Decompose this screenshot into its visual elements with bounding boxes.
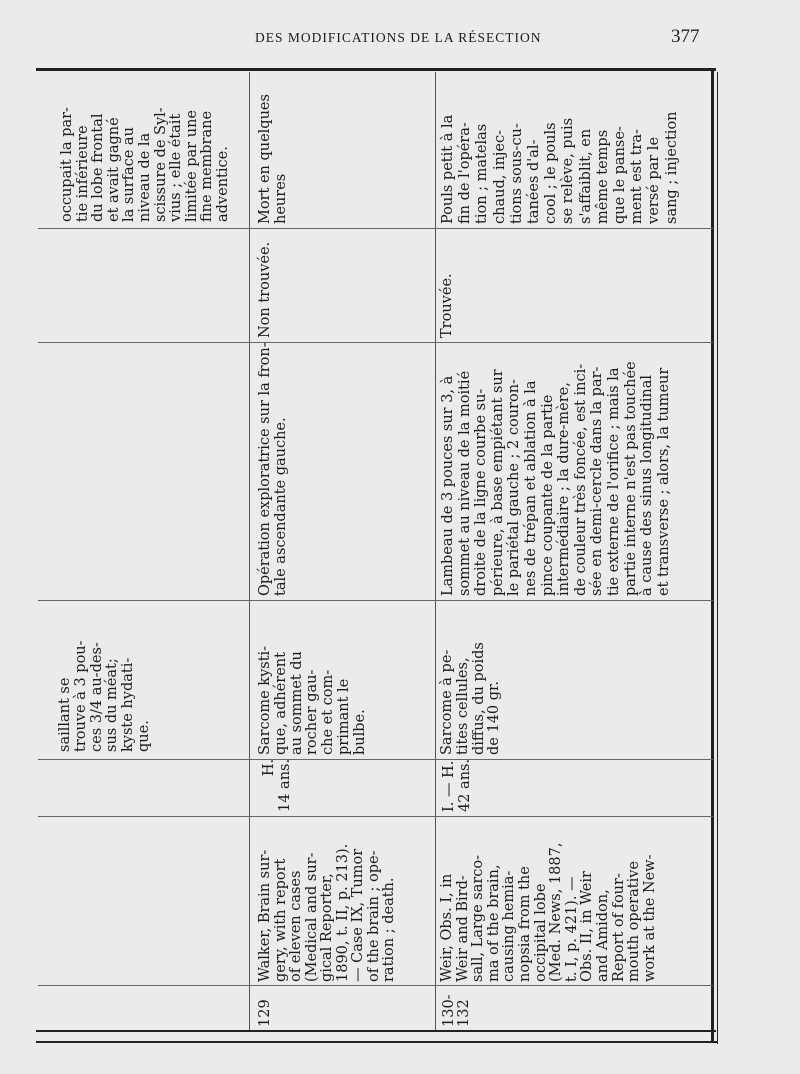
text-line: que, adhérent [272,652,289,755]
text-line: heures [272,173,289,224]
text-line: Obs. II, in Weir [579,871,596,982]
text-line: s'affaiblit, en [577,128,594,224]
text-line: nes de trépan et ablation à la [522,380,539,596]
text-line: Non trouvée. [257,241,273,338]
column-separator [38,342,713,343]
text-line: vius ; elle était [168,113,185,222]
text-line: tie inférieure [74,125,91,222]
text-line: causing hemia- [501,870,518,982]
text-line: Weir and Bird- [454,875,471,982]
text-line: périeure, à base empiétant sur [489,369,506,596]
text-line: primant le [335,678,352,755]
text-line: au sommet du [288,651,305,755]
text-line: H. [261,758,277,777]
column-separator [38,228,713,229]
text-line: intermédiaire ; la dure-mère, [556,382,573,596]
text-line: sommet au niveau de la moitié [456,370,473,596]
text-line: pince coupante de la partie [539,394,556,596]
text-line: (Med. News, 1887, [548,842,565,982]
case-number: 130- 132 [441,994,472,1027]
row-divider [435,72,436,1030]
text-line: tions sous-cu- [508,123,525,224]
text-line: bulbe. [351,709,368,755]
text-line: Lambeau de 3 pouces sur 3, à [440,375,456,596]
text-line: adventice. [214,146,231,222]
text-line: sus du méat; [104,658,121,752]
text-line: diffus, du poids [470,642,487,755]
text-line: 1890, t. II, p. 213). [334,843,351,982]
text-line: tanées d'al- [526,139,543,224]
text-line: Opération exploratrice sur la fron- [257,342,273,596]
text-line: Sarcome kysti- [257,645,273,755]
text-line: tites cellules, [454,657,471,755]
text-line: and Amidon, [594,889,611,982]
table-top-rule [36,68,716,71]
text-line: Pouls petit à la [440,114,456,224]
text-line: ces 3/4 au-des- [88,642,105,752]
text-line: Mort en quelques [257,94,273,224]
text-line: tale ascendante gauche. [272,417,289,596]
text-line: Report of four- [610,873,627,982]
text-line: Sarcome à pe- [439,649,455,755]
text-line: fin de l'opéra- [457,122,474,224]
text-line: même temps [594,129,611,224]
text-line: nopsia from the [516,866,533,982]
table-right-rule [711,68,714,1043]
text-line: niveau de la [136,132,153,222]
text-line: se relève, puis [560,117,577,224]
text-line: du lobe frontal [90,113,107,222]
page-number: 377 [671,26,700,47]
running-header: DES MODIFICATIONS DE LA RÉSECTION [255,30,542,45]
text-line: et avait gagné [105,117,122,222]
text-line: partie interne n'est pas touchée [622,361,639,596]
text-line: 14 ans. [276,758,293,812]
table-right-rule-outer [717,72,718,1044]
text-line: sall, Large sarco- [470,854,487,982]
text-line: che et com- [320,669,337,755]
text-line: scissure de Syl- [152,107,169,222]
text-line: Trouvée. [439,273,455,338]
text-line: tion ; matelas [474,123,491,224]
column-separator [38,600,713,601]
text-line: à cause des sinus longitudinal [639,374,656,596]
text-line: mouth operative [626,861,643,982]
text-line: versé par le [646,136,663,224]
text-line: limitée par une [183,110,200,222]
text-line: gery, with report [272,858,289,982]
text-line: Weir, Obs. I, in [439,873,455,982]
text-line: que. [135,720,152,752]
text-line: sée en demi-cercle dans la par- [589,366,606,596]
text-line: tie externe de l'orifice ; mais la [605,367,622,596]
table-bottom-rule [36,1030,716,1032]
text-line: occipital lobe [532,883,549,982]
column-separator [38,816,713,817]
text-line: de couleur très foncée, est inci- [572,363,589,596]
text-line: que le panse- [612,126,629,224]
text-line: ration ; death. [381,877,397,982]
text-line: Walker, Brain sur- [257,849,273,982]
text-line: le pariétal gauche ; 2 couron- [506,379,523,596]
text-line: rocher gau- [304,669,321,755]
case-number: 129 [257,999,273,1027]
text-line: I. — H. [441,760,457,812]
text-line: work at the New- [641,854,658,982]
text-line: fine membrane [199,110,216,222]
text-line: gical Reporter, [319,873,335,982]
text-line: (Medical and sur- [303,852,320,982]
text-line: ma of the brain, [485,864,502,982]
text-line: de 140 gr. [486,681,503,755]
row-divider [249,72,250,1030]
text-line: cool ; le pouls [543,122,560,224]
column-separator [38,985,713,986]
text-line: la surface au [121,127,138,222]
text-line: of the brain ; ope- [365,850,382,982]
text-line: kyste hydati- [120,657,137,752]
text-line: et transverse ; alors, la tumeur [655,367,672,596]
text-line: sang ; injection [663,111,680,224]
text-line: occupait la par- [59,107,75,222]
text-line: ment est tra- [629,129,646,224]
text-line: chaud, injec- [491,129,508,224]
text-line: of eleven cases [288,870,304,982]
text-line: t. I, p. 421). — [563,876,580,982]
text-line: trouve à 3 pou- [72,640,89,752]
text-line: — Case IX, Tumor [350,848,366,982]
text-line: 42 ans. [456,758,473,812]
table-bottom-rule-outer [36,1041,718,1043]
text-line: saillant se [57,677,73,752]
text-line: droite de la ligne courbe su- [473,388,490,596]
column-separator [38,759,713,760]
